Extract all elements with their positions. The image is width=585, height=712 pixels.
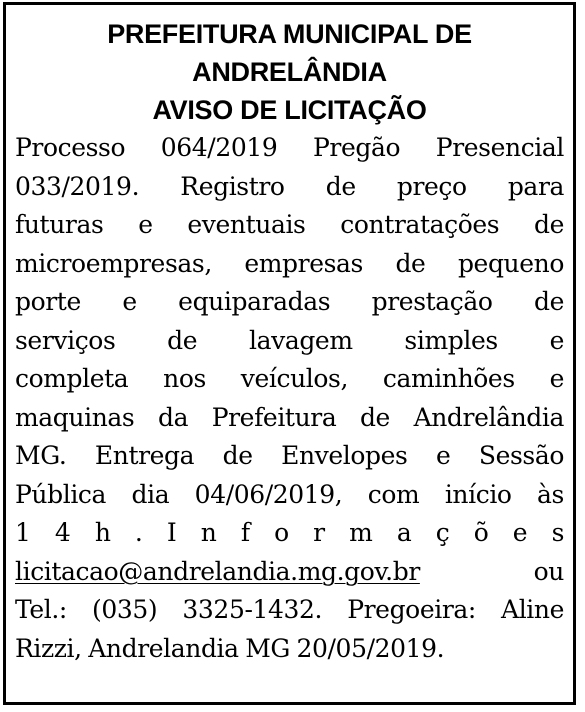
body-line-11-info: I n f o r m a ç õ e s <box>166 518 565 547</box>
body-line-9: MG. Entrega de Envelopes e Sessão <box>15 441 564 470</box>
body-line-2: 033/2019. Registro de preço para <box>15 171 564 201</box>
body-line-13: Tel.: (035) 3325-1432. Pregoeira: Aline <box>15 595 564 624</box>
body-line-14: Rizzi, Andrelandia MG 20/05/2019. <box>15 633 445 663</box>
body-line-3: futuras e eventuais contratações de <box>15 210 564 239</box>
body-line-11 <box>15 514 564 553</box>
body-line-7: completa nos veículos, caminhões e <box>15 364 564 393</box>
heading-line-3: AVISO DE LICITAÇÃO <box>152 95 427 125</box>
body-line-4: microempresas, empresas de pequeno <box>15 248 564 278</box>
body-line-5: porte e equiparadas prestação de <box>15 287 564 316</box>
body-line-6: serviços de lavagem simples e <box>15 325 564 355</box>
notice-heading <box>15 15 564 129</box>
body-line-1: Processo 064/2019 Pregão Presencial <box>15 133 564 162</box>
email-link[interactable]: licitacao@andrelandia.mg.gov.br <box>15 556 420 586</box>
body-line-12-suffix: ou <box>533 556 564 586</box>
heading-line-1: PREFEITURA MUNICIPAL DE <box>107 19 472 49</box>
notice-body <box>15 129 564 668</box>
body-line-8: maquinas da Prefeitura de Andrelândia <box>15 402 564 432</box>
body-line-11-time: 1 4 h . <box>15 518 143 547</box>
licitacao-notice <box>3 2 576 705</box>
heading-line-2: ANDRELÂNDIA <box>192 57 387 87</box>
body-line-12 <box>15 553 564 592</box>
body-line-10: Pública dia 04/06/2019, com início às <box>15 479 564 509</box>
